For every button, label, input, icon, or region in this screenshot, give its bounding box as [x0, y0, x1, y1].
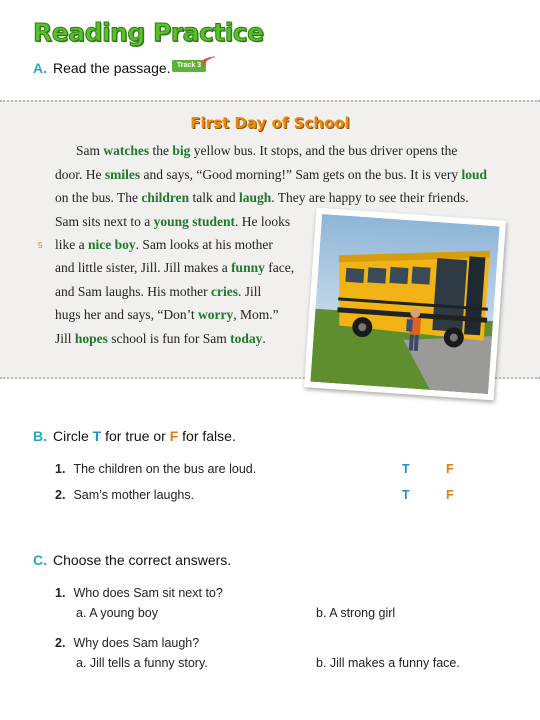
school-bus-photo	[304, 208, 506, 401]
passage-line	[55, 190, 469, 206]
passage-text-segment: the	[149, 143, 173, 158]
true-marker: T	[92, 428, 102, 444]
question-text: Why does Sam laugh?	[73, 636, 200, 650]
page-title: Reading Practice	[33, 18, 264, 47]
item-number: 1.	[55, 462, 66, 476]
section-b-heading	[33, 428, 236, 444]
false-marker: F	[169, 428, 179, 444]
section-a-heading	[33, 60, 171, 76]
question-number: 2.	[55, 636, 66, 650]
item-text: The children on the bus are loud.	[73, 462, 257, 476]
item-number: 2.	[55, 488, 66, 502]
passage-text-segment: and little sister, Jill. Jill makes a	[55, 260, 232, 275]
vocab-word: hopes	[74, 331, 108, 346]
passage-line	[55, 214, 290, 230]
question-text: Who does Sam sit next to?	[73, 586, 223, 600]
section-c-instruction: Choose the correct answers.	[53, 552, 232, 568]
track-badge[interactable]: Track 3	[172, 60, 206, 72]
tf-item-1	[55, 462, 256, 476]
vocab-word: today	[230, 331, 263, 346]
section-a-instruction: Read the passage.	[53, 60, 171, 76]
false-option[interactable]: F	[446, 462, 454, 476]
vocab-word: funny	[231, 260, 265, 275]
vocab-word: big	[172, 143, 191, 158]
passage-text-segment: and Sam laughs. His mother	[55, 284, 211, 299]
section-b-letter: B.	[33, 428, 47, 444]
answer-option-b[interactable]: b. Jill makes a funny face.	[316, 656, 460, 670]
tf-item-2	[55, 488, 194, 502]
passage-text-segment: and says, “Good morning!” Sam gets on the bus. It is very	[140, 167, 462, 182]
passage-text-segment: talk and	[189, 190, 240, 205]
vocab-word: nice boy	[88, 237, 136, 252]
passage-text-segment: like a	[55, 237, 88, 252]
true-option[interactable]: T	[402, 462, 410, 476]
passage-text-segment: yellow bus. It stops, and the bus driver opens the	[190, 143, 458, 158]
answer-option-b[interactable]: b. A strong girl	[316, 606, 396, 620]
question-number: 1.	[55, 586, 66, 600]
passage-line	[55, 167, 487, 183]
false-option[interactable]: F	[446, 488, 454, 502]
item-text: Sam’s mother laughs.	[73, 488, 195, 502]
vocab-word: smiles	[104, 167, 141, 182]
passage-line	[76, 143, 457, 159]
passage-text-segment: . Sam looks at his mother	[135, 237, 273, 252]
vocab-word: young student	[153, 214, 236, 229]
section-c-heading	[33, 552, 231, 568]
vocab-word: children	[141, 190, 190, 205]
audio-wave-icon	[201, 53, 215, 67]
passage-text-segment: . They are happy to see their friends.	[271, 190, 469, 205]
passage-line	[55, 307, 279, 323]
section-b-instruction-mid: for true or	[101, 428, 170, 444]
vocab-word: cries	[210, 284, 238, 299]
passage-text-segment: Sam	[76, 143, 104, 158]
passage-text-segment: Sam sits next to a	[55, 214, 154, 229]
section-b-instruction-pre: Circle	[53, 428, 93, 444]
passage-text-segment: . He looks	[235, 214, 291, 229]
passage-line	[55, 331, 266, 347]
line-number: 5	[38, 241, 43, 250]
passage-line	[55, 260, 294, 276]
passage-text-segment: , Mom.”	[233, 307, 279, 322]
passage-title: First Day of School	[190, 114, 350, 132]
answer-option-a[interactable]: a. Jill tells a funny story.	[76, 656, 208, 670]
passage-text-segment: Jill	[55, 331, 75, 346]
passage-line	[55, 284, 261, 300]
vocab-word: loud	[461, 167, 487, 182]
passage-line	[55, 237, 273, 253]
passage-text-segment: face,	[264, 260, 295, 275]
passage-text-segment: school is fun for Sam	[107, 331, 231, 346]
passage-text-segment: . Jill	[237, 284, 262, 299]
mc-question-2	[55, 636, 199, 650]
passage-text-segment: hugs her and says, “Don’t	[55, 307, 198, 322]
true-option[interactable]: T	[402, 488, 410, 502]
vocab-word: laugh	[239, 190, 272, 205]
school-bus-image	[310, 214, 499, 394]
passage-text-segment: on the bus. The	[55, 190, 142, 205]
section-a-letter: A.	[33, 60, 47, 76]
passage-text-segment: door. He	[55, 167, 105, 182]
section-c-letter: C.	[33, 552, 47, 568]
mc-question-1	[55, 586, 223, 600]
vocab-word: watches	[103, 143, 150, 158]
vocab-word: worry	[197, 307, 234, 322]
answer-option-a[interactable]: a. A young boy	[76, 606, 159, 620]
section-b-instruction-post: for false.	[178, 428, 236, 444]
passage-text-segment: .	[262, 331, 266, 346]
